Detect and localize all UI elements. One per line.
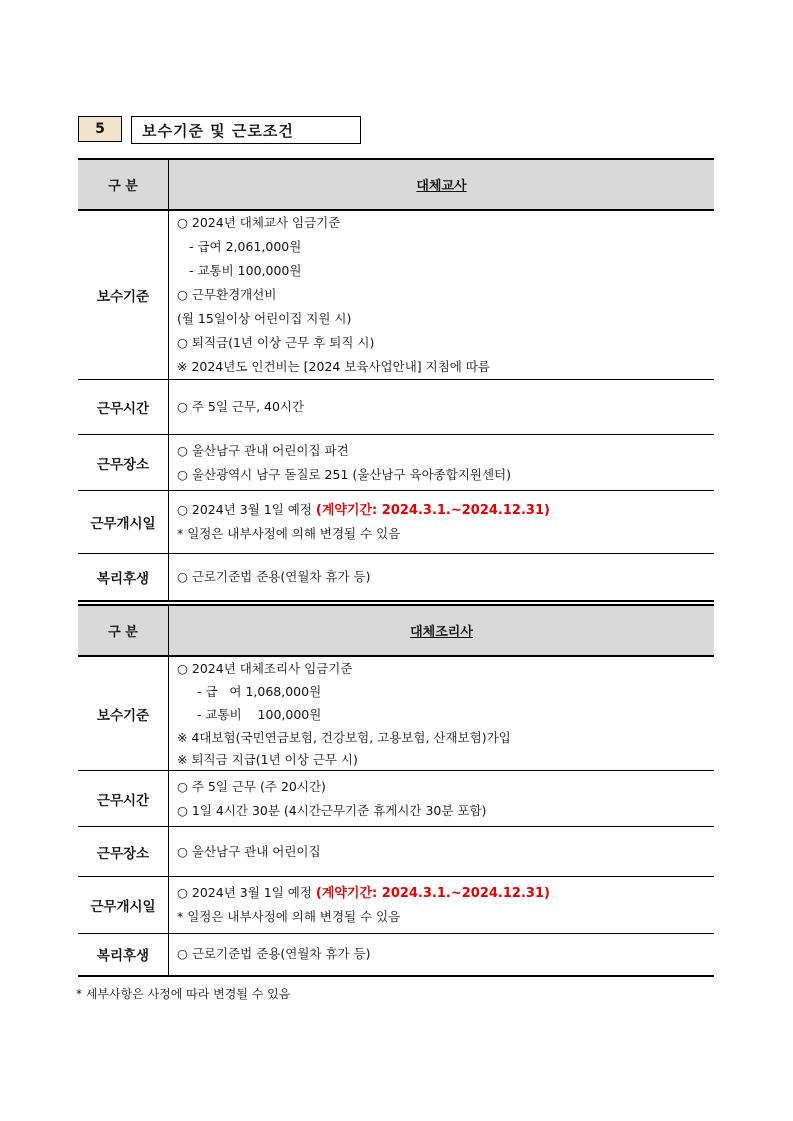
header-category-label: 구 분	[78, 159, 169, 210]
content-line: - 교통비 100,000원	[189, 263, 302, 278]
content-line: ○ 퇴직금(1년 이상 근무 후 퇴직 시)	[177, 335, 375, 350]
content-line: (월 15일이상 어린이집 지원 시)	[177, 311, 352, 326]
table-header-row	[78, 159, 714, 210]
content-line: ※ 4대보험(국민연금보험, 건강보험, 고용보험, 산재보험)가입	[177, 730, 511, 745]
table-row-hours	[78, 380, 714, 435]
row-label: 근무개시일	[78, 491, 169, 554]
row-content	[169, 435, 715, 491]
row-content	[169, 380, 715, 435]
row-label: 복리후생	[78, 934, 169, 976]
content-line: * 일정은 내부사정에 의해 변경될 수 있음	[177, 526, 401, 541]
table-row-location	[78, 827, 714, 877]
section-title: 보수기준 및 근로조건	[131, 116, 361, 144]
table-row-pay	[78, 656, 714, 771]
substitute-cook-table	[78, 604, 714, 977]
table-row-benefits	[78, 934, 714, 976]
start-date-text: ○ 2024년 3월 1일 예정	[177, 502, 316, 517]
content-line: ○ 울산남구 관내 어린이집 파견	[177, 442, 349, 458]
row-content	[169, 934, 715, 976]
section-number: 5	[78, 116, 122, 142]
start-date-text: ○ 2024년 3월 1일 예정	[177, 885, 316, 900]
row-label: 근무장소	[78, 827, 169, 877]
content-line: ○ 주 5일 근무, 40시간	[177, 399, 305, 414]
row-content	[169, 771, 715, 827]
table-row-pay	[78, 210, 714, 380]
row-content	[169, 656, 715, 771]
contract-period-highlight: (계약기간: 2024.3.1.~2024.12.31)	[315, 886, 550, 901]
header-title: 대체조리사	[169, 605, 715, 656]
header-category-label: 구 분	[78, 605, 169, 656]
row-content	[169, 491, 715, 554]
table-row-start-date	[78, 491, 714, 554]
row-label: 근무시간	[78, 380, 169, 435]
table-row-benefits	[78, 554, 714, 601]
row-content	[169, 827, 715, 877]
row-content	[169, 877, 715, 934]
row-label: 보수기준	[78, 656, 169, 771]
table-row-hours	[78, 771, 714, 827]
row-label: 근무장소	[78, 435, 169, 491]
content-line: ○ 근로기준법 준용(연월차 휴가 등)	[177, 946, 371, 962]
content-line: - 급 여 1,068,000원	[189, 684, 322, 699]
table-row-location	[78, 435, 714, 491]
substitute-teacher-table	[78, 158, 714, 602]
table-row-start-date	[78, 877, 714, 934]
content-line: * 일정은 내부사정에 의해 변경될 수 있음	[177, 909, 401, 924]
footnote: * 세부사항은 사정에 따라 변경될 수 있음	[76, 987, 291, 1001]
row-content	[169, 210, 715, 380]
content-line: ○ 1일 4시간 30분 (4시간근무기준 휴게시간 30분 포함)	[177, 802, 487, 818]
content-line	[177, 498, 714, 522]
content-line: ○ 울산광역시 남구 돋질로 251 (울산남구 육아종합지원센터)	[177, 466, 512, 482]
row-label: 보수기준	[78, 210, 169, 380]
content-line	[177, 881, 714, 905]
contract-period-highlight: (계약기간: 2024.3.1.~2024.12.31)	[315, 503, 550, 518]
table-header-row	[78, 605, 714, 656]
content-line: - 급여 2,061,000원	[189, 239, 302, 254]
row-label: 복리후생	[78, 554, 169, 601]
content-line: ○ 2024년 대체교사 임금기준	[177, 215, 341, 230]
row-content	[169, 554, 715, 601]
content-line: ○ 울산남구 관내 어린이집	[177, 843, 321, 859]
content-line: ※ 퇴직금 지급(1년 이상 근무 시)	[177, 752, 358, 767]
content-line: ○ 주 5일 근무 (주 20시간)	[177, 778, 326, 794]
content-line: - 교통비 100,000원	[189, 707, 322, 722]
row-label: 근무개시일	[78, 877, 169, 934]
row-label: 근무시간	[78, 771, 169, 827]
content-line: ※ 2024년도 인건비는 [2024 보육사업안내] 지침에 따름	[177, 359, 490, 374]
content-line: ○ 근무환경개선비	[177, 287, 277, 302]
content-line: ○ 2024년 대체조리사 임금기준	[177, 661, 353, 676]
header-title: 대체교사	[169, 159, 715, 210]
content-line: ○ 근로기준법 준용(연월차 휴가 등)	[177, 568, 371, 584]
